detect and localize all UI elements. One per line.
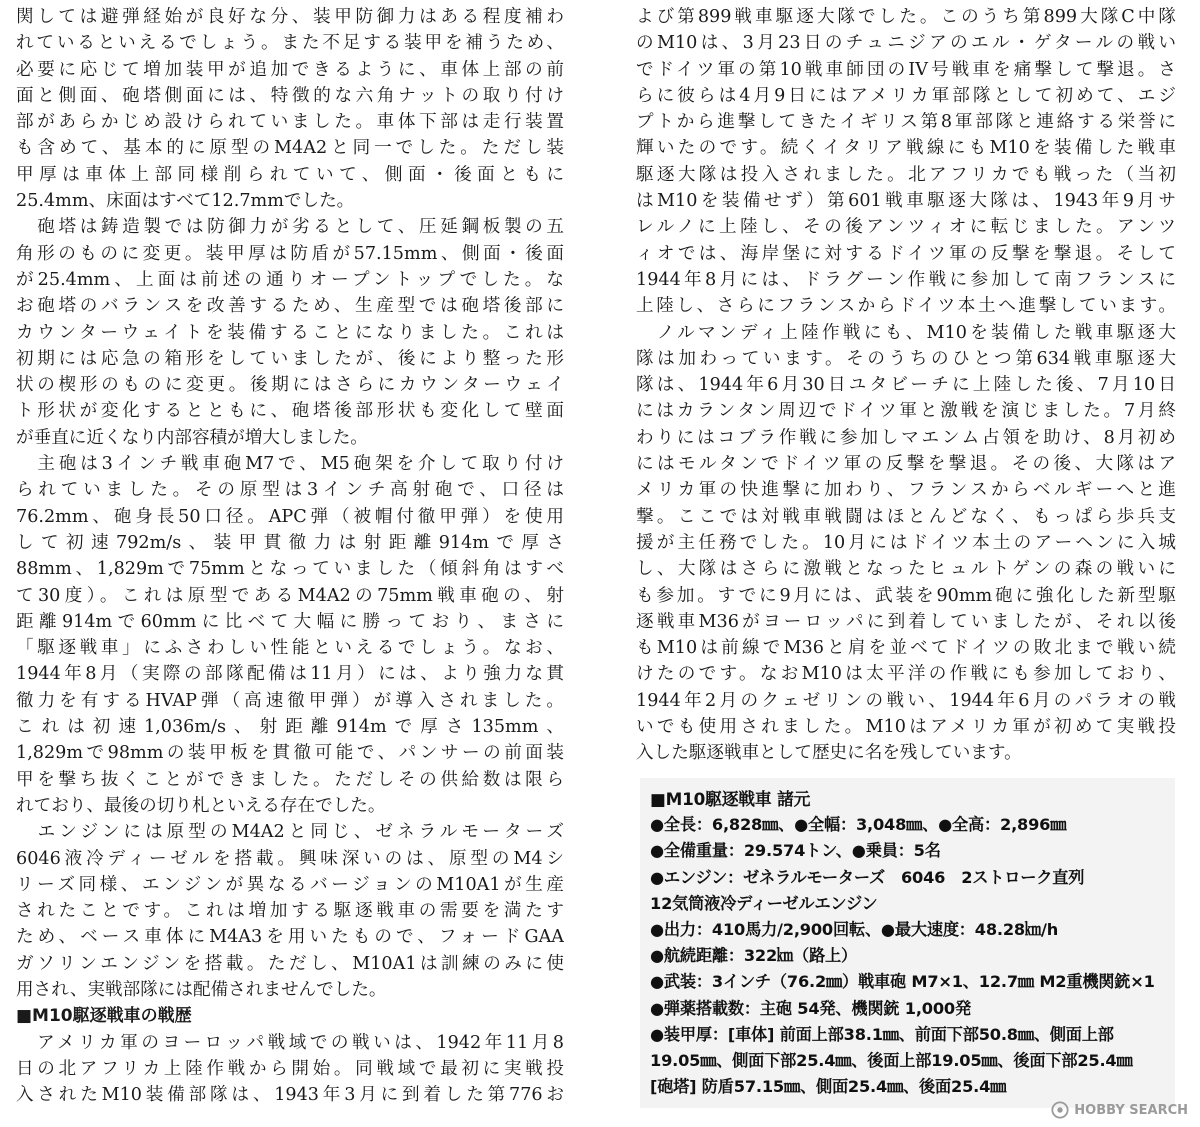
text-line: して初速792m/s、装甲貫徹力は射距離914mで厚さ xyxy=(16,532,564,553)
spec-lines xyxy=(650,812,1175,1100)
text-line: も参加。すでに9月には、武装を90mm砲に強化した新型駆 xyxy=(636,585,1176,606)
spec-line: ●武装：3インチ（76.2㎜）戦車砲 M7×1、12.7㎜ M2重機関銃×1 xyxy=(650,972,1155,992)
text-line: にはカランタン周辺でドイツ軍と激戦を演じました。7月終 xyxy=(636,401,1176,422)
text-line: 日の北アフリカ上陸作戦から開始。同戦域で最初に実戦投 xyxy=(16,1058,564,1079)
text-line: 25.4mm、床面はすべて12.7mmでした。 xyxy=(16,191,355,212)
text-line: 1,829mで98mmの装甲板を貫徹可能で、パンサーの前面装 xyxy=(16,743,564,764)
text-line: 距離914mで60mmに比べて大幅に勝っており、まさに xyxy=(16,611,564,632)
text-line: 面と側面、砲塔側面には、特徴的な六角ナットの取り付け xyxy=(16,85,564,106)
text-line: られていました。その原型は3インチ高射砲で、口径は xyxy=(16,480,564,501)
text-line: れており、最後の切り札といえる存在でした。 xyxy=(16,795,386,816)
text-line: 用され、実戦部隊には配備されませんでした。 xyxy=(16,979,387,1000)
text-line: プトから進撃してきたイギリス第8軍部隊と連絡する栄誉に xyxy=(636,112,1176,133)
text-line: らに彼らは4月9日にはアメリカ軍部隊として初めて、エジ xyxy=(636,85,1176,106)
text-line: もM10は前線でM36と肩を並べてドイツの敗北まで戦い続 xyxy=(636,638,1176,659)
text-line: て30度）。これは原型であるM4A2の75mm戦車砲の、射 xyxy=(16,585,564,606)
spec-line: 12気筒液冷ディーゼルエンジン xyxy=(650,893,878,913)
text-line: はM10を装備せず）第601戦車駆逐大隊は、1943年9月サ xyxy=(636,191,1176,212)
text-line: ガソリンエンジンを搭載。ただし、M10A1は訓練のみに使 xyxy=(16,953,564,974)
text-line: でドイツ軍の第10戦車師団のIV号戦車を痛撃して撃退。さ xyxy=(636,59,1176,80)
section-heading: ■M10駆逐戦車の戦歴 xyxy=(16,1006,192,1027)
text-line: いでも使用されました。M10はアメリカ軍が初めて実戦投 xyxy=(636,717,1176,738)
text-line: カウンターウェイトを装備することになりました。これは xyxy=(16,322,564,343)
text-line: 徹力を有するHVAP弾（高速徹甲弾）が導入されました。 xyxy=(16,690,564,711)
spec-line: ●出力：410馬力/2,900回転、●最大速度：48.28㎞/h xyxy=(650,919,1059,939)
text-line: ィオでは、海岸堡に対するドイツ軍の反撃を撃退。そして xyxy=(636,243,1176,264)
text-line: これは初速1,036m/s、射距離914mで厚さ135mm、 xyxy=(16,717,564,738)
text-line: のM10は、3月23日のチュニジアのエル・ゲタールの戦い xyxy=(636,33,1176,54)
text-line: 「駆逐戦車」にふさわしい性能といえるでしょう。なお、 xyxy=(16,638,564,659)
text-line: ノルマンディ上陸作戦にも、M10を装備した戦車駆逐大 xyxy=(636,322,1176,343)
text-line: 1944年8月には、ドラグーン作戦に参加して南フランスに xyxy=(636,269,1176,290)
text-line: 入した駆逐戦車として歴史に名を残しています。 xyxy=(636,743,1022,764)
text-line: 状の楔形のものに変更。後期にはさらにカウンターウェイ xyxy=(16,375,564,396)
spec-line: ●弾薬搭載数：主砲 54発、機関銃 1,000発 xyxy=(650,998,971,1018)
text-line: 隊は加わっています。そのうちのひとつ第634戦車駆逐大 xyxy=(636,348,1176,369)
spec-line: [砲塔] 防盾57.15㎜、側面25.4㎜、後面25.4㎜ xyxy=(650,1077,1007,1097)
text-line: アメリカ軍のヨーロッパ戦域での戦いは、1942年11月8 xyxy=(16,1032,564,1053)
text-line: 初期には応急の箱形をしていましたが、後により整った形 xyxy=(16,348,564,369)
text-line: が25.4mm、上面は前述の通りオープントップでした。な xyxy=(16,269,564,290)
text-line: 6046液冷ディーゼルを搭載。興味深いのは、原型のM4シ xyxy=(16,848,564,869)
text-line: ため、ベース車体にM4A3を用いたもので、フォードGAA xyxy=(16,927,564,948)
hobby-search-logo-icon xyxy=(1051,1101,1069,1119)
text-line: 駆逐大隊は投入されました。北アフリカでも戦った（当初 xyxy=(636,164,1176,185)
text-line: れているといえるでしょう。また不足する装甲を補うため、 xyxy=(16,33,564,54)
text-line: が垂直に近くなり内部容積が増大しました。 xyxy=(16,427,368,448)
spec-title: ■M10駆逐戦車 諸元 xyxy=(650,789,811,809)
spec-line: ●全長：6,828㎜、●全幅：3,048㎜、●全高：2,896㎜ xyxy=(650,815,1067,835)
text-line: されたことです。これは増加する駆逐戦車の需要を満たす xyxy=(16,901,564,922)
text-line: 上陸し、さらにフランスからドイツ本土へ進撃しています。 xyxy=(636,296,1176,317)
text-line: よび第899戦車駆逐大隊でした。このうち第899大隊C中隊 xyxy=(636,7,1176,27)
text-line: 角形のものに変更。装甲厚は防盾が57.15mm、側面・後面 xyxy=(16,243,564,264)
text-line: 甲厚は車体上部同様削られていて、側面・後面ともに xyxy=(16,164,564,185)
text-line: ト形状が変化するとともに、砲塔後部形状も変化して壁面 xyxy=(16,401,564,422)
text-line: わりにはコブラ作戦に参加しマエンム占領を助け、8月初め xyxy=(636,427,1176,448)
text-line: 撃。ここでは対戦車戦闘はほとんどなく、もっぱら歩兵支 xyxy=(636,506,1176,527)
text-line: 主砲は3インチ戦車砲M7で、M5砲架を介して取り付け xyxy=(16,454,564,475)
text-line: も含めて、基本的に原型のM4A2と同一でした。ただし装 xyxy=(16,138,564,159)
text-line: レルノに上陸し、その後アンツィオに転じました。アンツ xyxy=(636,217,1176,238)
spec-line: ●航続距離：322㎞（路上） xyxy=(650,946,857,966)
text-line: 逐戦車M36がヨーロッパに到着していましたが、それ以後 xyxy=(636,611,1176,632)
text-line: 甲を撃ち抜くことができました。ただしその供給数は限ら xyxy=(16,769,564,790)
spec-line: ●全備重量：29.574トン、●乗員：5名 xyxy=(650,841,941,861)
spec-line: ●エンジン：ゼネラルモーターズ 6046 2ストローク直列 xyxy=(650,867,1085,887)
text-line: 部があらかじめ設けられていました。車体下部は走行装置 xyxy=(16,112,564,133)
text-line: 関しては避弾経始が良好な分、装甲防御力はある程度補わ xyxy=(16,7,564,27)
text-line: にはモルタンでドイツ軍の反撃を撃退。その後、大隊はア xyxy=(636,454,1176,475)
text-line: 76.2mm、砲身長50口径。APC弾（被帽付徹甲弾）を使用 xyxy=(16,506,564,527)
text-line: 1944年8月（実際の部隊配備は11月）には、より強力な貫 xyxy=(16,664,564,685)
text-line: 1944年2月のクェゼリンの戦い、1944年6月のパラオの戦 xyxy=(636,690,1176,711)
spec-line: ●装甲厚：[車体] 前面上部38.1㎜、前面下部50.8㎜、側面上部 xyxy=(650,1024,1114,1044)
text-line: 88mm、1,829mで75mmとなっていました（傾斜角はすべ xyxy=(16,559,564,580)
text-line: 入されたM10装備部隊は、1943年3月に到着した第776お xyxy=(16,1085,564,1106)
text-line: 必要に応じて増加装甲が追加できるように、車体上部の前 xyxy=(16,59,564,80)
watermark xyxy=(1051,1099,1188,1121)
text-line: エンジンには原型のM4A2と同じ、ゼネラルモーターズ xyxy=(16,822,564,843)
left-column xyxy=(16,4,564,1108)
spec-box xyxy=(640,778,1175,1108)
text-line: し、大隊はさらに激戦となったヒュルトゲンの森の戦いに xyxy=(636,559,1176,580)
text-line: 砲塔は鋳造製では防御力が劣るとして、圧延鋼板製の五 xyxy=(16,217,564,238)
text-line: メリカ軍の快進撃に加わり、フランスからベルギーへと進 xyxy=(636,480,1176,501)
spec-line: 19.05㎜、側面下部25.4㎜、後面上部19.05㎜、後面下部25.4㎜ xyxy=(650,1050,1133,1070)
text-line: 隊は、1944年6月30日ユタビーチに上陸した後、7月10日 xyxy=(636,375,1176,396)
right-column xyxy=(636,4,1176,767)
text-line: リーズ同様、エンジンが異なるバージョンのM10A1が生産 xyxy=(16,874,564,895)
watermark-text: HOBBY SEARCH xyxy=(1074,1102,1188,1118)
text-line: 輝いたのです。続くイタリア戦線にもM10を装備した戦車 xyxy=(636,138,1176,159)
text-line: お砲塔のバランスを改善するため、生産型では砲塔後部に xyxy=(16,296,564,317)
text-line: けたのです。なおM10は太平洋の作戦にも参加しており、 xyxy=(636,664,1176,685)
text-line: 援が主任務でした。10月にはドイツ本土のアーヘンに入城 xyxy=(636,532,1176,553)
